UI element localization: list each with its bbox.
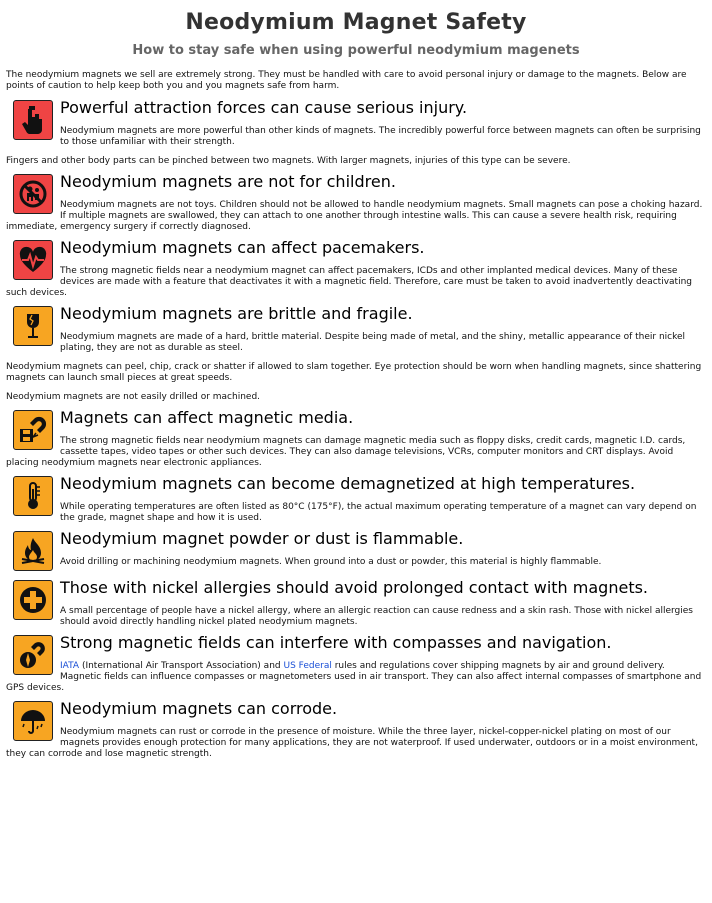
section-flammable: [6, 529, 706, 573]
section-heading: Neodymium magnets can corrode.: [60, 699, 338, 718]
page-title: Neodymium Magnet Safety: [185, 10, 527, 35]
section-heading: Neodymium magnets can affect pacemakers.: [60, 238, 425, 257]
section-nickel-allergy: [6, 578, 706, 628]
section-heading: Neodymium magnets are brittle and fragile.: [60, 304, 413, 323]
section-children: [6, 172, 706, 233]
section-paragraph: Neodymium magnets can rust or corrode in the presence of moisture. While the three layer, nickel-copper-nickel plating on most of our magnets provides enough protection for many applications, they are not waterproof. If used underwater, outdoors or in a moist environment, they can corrode and lose magnetic strength.: [6, 727, 698, 759]
section-temperature: [6, 474, 706, 524]
section-compasses: [6, 633, 706, 694]
section-paragraph: [6, 661, 706, 694]
section-paragraph: Avoid drilling or machining neodymium magnets. When ground into a dust or powder, this material is highly flammable.: [60, 557, 602, 567]
thermometer-icon: [13, 476, 53, 516]
medical-cross-icon: [13, 580, 53, 620]
section-pacemakers: [6, 238, 706, 299]
section-paragraph: Neodymium magnets are made of a hard, brittle material. Despite being made of metal, and the shiny, metallic appearance of their nickel plating, they are not as durable as steel.: [60, 332, 686, 353]
section-heading: Strong magnetic fields can interfere with compasses and navigation.: [60, 633, 612, 652]
section-heading: Those with nickel allergies should avoid prolonged contact with magnets.: [60, 578, 649, 597]
section-paragraph: The strong magnetic fields near neodymium magnets can damage magnetic media such as floppy disks, credit cards, magnetic I.D. cards, cassette tapes, video tapes or other such devices. They can also damage televisions, VCRs, computer monitors and CRT displays. Avoid placing neodymium magnets near electronic appliances.: [6, 436, 686, 468]
paragraph-text: (International Air Transport Association) and: [79, 661, 284, 671]
section-heading: Magnets can affect magnetic media.: [60, 408, 354, 427]
section-heading: Neodymium magnets are not for children.: [60, 172, 396, 191]
us-federal-link[interactable]: US Federal: [283, 661, 332, 671]
pinch-hand-icon: [13, 100, 53, 140]
intro-text: The neodymium magnets we sell are extremely strong. They must be handled with care to avoid personal injury or damage to the magnets. Below are points of caution to help keep both you and you magnets safe from harm.: [6, 70, 687, 91]
no-children-icon: [13, 174, 53, 214]
fire-icon: [13, 531, 53, 571]
section-attraction-forces: [6, 98, 706, 167]
compass-magnet-icon: [13, 635, 53, 675]
section-paragraph: Neodymium magnets are not easily drilled or machined.: [6, 392, 261, 402]
section-corrode: [6, 699, 706, 760]
section-paragraph: Fingers and other body parts can be pinched between two magnets. With larger magnets, injuries of this type can be severe.: [6, 156, 571, 166]
section-heading: Powerful attraction forces can cause serious injury.: [60, 98, 468, 117]
section-paragraph: Neodymium magnets are not toys. Children should not be allowed to handle neodymium magnets. Small magnets can pose a choking hazard. If multiple magnets are swallowed, they can attach to one another through intestine walls. This can cause a severe health risk, requiring immediate, emergency surgery if correctly diagnosed.: [6, 200, 703, 232]
section-paragraph: Neodymium magnets are more powerful than other kinds of magnets. The incredibly powerful force between magnets can often be surprising to those unfamiliar with their strength.: [60, 126, 701, 147]
section-paragraph: Neodymium magnets can peel, chip, crack or shatter if allowed to slam together. Eye protection should be worn when handling magnets, since shattering magnets can launch small pieces at great speeds.: [6, 362, 702, 383]
section-heading: Neodymium magnet powder or dust is flammable.: [60, 529, 464, 548]
section-heading: Neodymium magnets can become demagnetized at high temperatures.: [60, 474, 636, 493]
section-paragraph: The strong magnetic fields near a neodymium magnet can affect pacemakers, ICDs and other implanted medical devices. Many of these devices are made with a feature that deactivates it with a magnetic field. Therefore, care must be taken to avoid inadvertently deactivating such devices.: [6, 266, 692, 298]
section-brittle: [6, 304, 706, 403]
umbrella-rain-icon: [13, 701, 53, 741]
iata-link[interactable]: IATA: [60, 661, 80, 671]
floppy-magnet-icon: [13, 410, 53, 450]
heart-pulse-icon: [13, 240, 53, 280]
page-subtitle: How to stay safe when using powerful neodymium magenets: [132, 43, 580, 58]
paragraph-text: rules and regulations cover shipping magnets by air and ground delivery. Magnetic fields can influence compasses or magnetometers used in air transport. They can also affect internal compasses of smartphone and GPS devices.: [6, 661, 702, 693]
section-paragraph: A small percentage of people have a nickel allergy, where an allergic reaction can cause redness and a skin rash. Those with nickel allergies should avoid directly handling nickel plated neodymium magnets.: [60, 606, 693, 627]
section-magnetic-media: [6, 408, 706, 469]
fragile-glass-icon: [13, 306, 53, 346]
section-paragraph: While operating temperatures are often listed as 80°C (175°F), the actual maximum operating temperature of a magnet can vary depend on the grade, magnet shape and how it is used.: [60, 502, 697, 523]
